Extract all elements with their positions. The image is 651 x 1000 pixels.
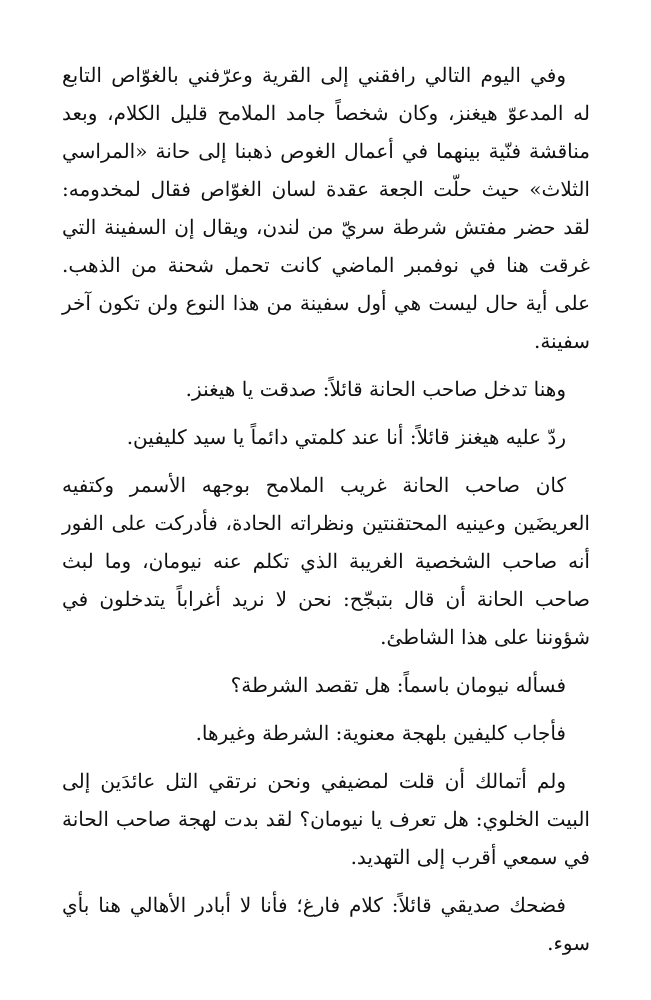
- paragraph-1: وفي اليوم التالي رافقني إلى القرية وعرّفني بالغوّاص التابع له المدعوّ هيغنز، وكان شخصاً جامد الملامح قليل الكلام، وبعد مناقشة فنّية بينهما في أعمال الغوص ذهبنا إلى حانة «المراسي الثلاث» حيث حلّت الجعة عقدة لسان الغوّاص فقال لمخدومه: لقد حضر مفتش شرطة سريّ من لندن، ويقال إن السفينة التي غرقت هنا في نوفمبر الماضي كانت تحمل شحنة من الذهب. على أية حال ليست هي أول سفينة من هذا النوع ولن تكون آخر سفينة.: [62, 63, 590, 353]
- paragraph-7: ولم أتمالك أن قلت لمضيفي ونحن نرتقي التل عائدَين إلى البيت الخلوي: هل تعرف يا نيومان؟ لقد بدت لهجة صاحب الحانة في سمعي أقرب إلى التهديد.: [62, 769, 590, 869]
- paragraph-6: فأجاب كليفين بلهجة معنوية: الشرطة وغيرها.: [195, 721, 566, 745]
- paragraph-3: ردّ عليه هيغنز قائلاً: أنا عند كلمتي دائماً يا سيد كليفين.: [126, 425, 566, 449]
- book-page: [62, 56, 590, 972]
- paragraph-8: فضحك صديقي قائلاً: كلام فارغ؛ فأنا لا أبادر الأهالي هنا بأي سوء.: [62, 893, 590, 955]
- paragraph-2: وهنا تدخل صاحب الحانة قائلاً: صدقت يا هيغنز.: [185, 377, 566, 401]
- paragraph-5: فسأله نيومان باسماً: هل تقصد الشرطة؟: [230, 673, 566, 697]
- paragraph-4: كان صاحب الحانة غريب الملامح بوجهه الأسمر وكتفيه العريضَين وعينيه المحتقنتين ونظراته الحادة، فأدركت على الفور أنه صاحب الشخصية الغريبة الذي تكلم عنه نيومان، وما لبث صاحب الحانة أن قال بتبجّح: نحن لا نريد أغراباً يتدخلون في شؤوننا على هذا الشاطئ.: [62, 473, 590, 649]
